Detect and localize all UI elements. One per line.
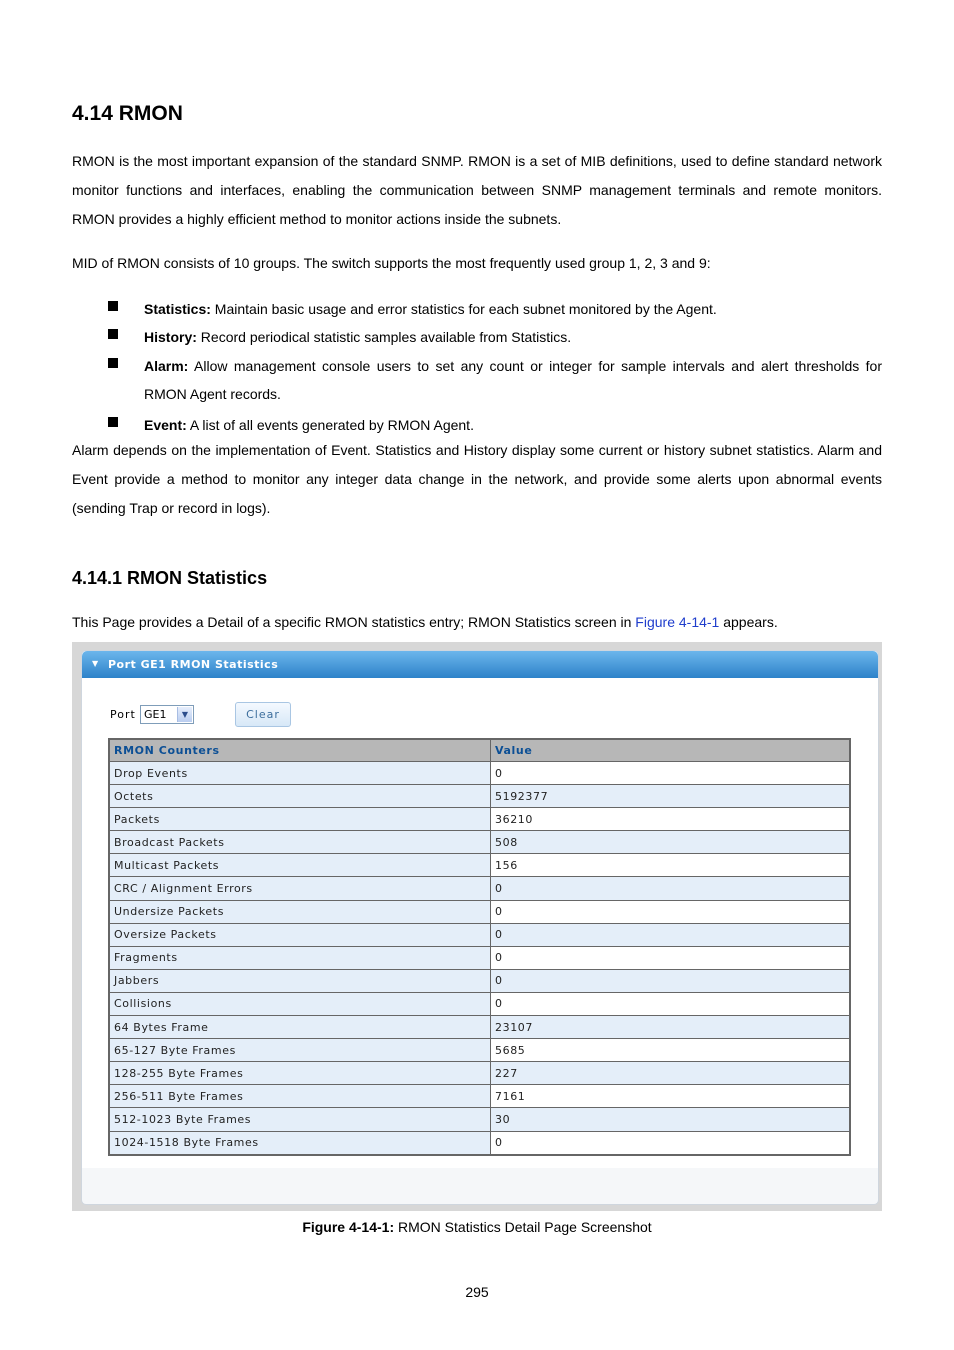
- table-row: [109, 762, 850, 785]
- counter-value-cell: 508: [491, 831, 851, 854]
- counter-value-cell: 5192377: [491, 785, 851, 808]
- bullet-term: History:: [144, 329, 197, 345]
- table-row: [109, 1108, 850, 1131]
- panel-header[interactable]: [82, 651, 878, 678]
- intro-text-end: appears.: [719, 614, 778, 630]
- bullet-text: Maintain basic usage and error statistics for each subnet monitored by the Agent.: [210, 301, 717, 317]
- table-row: [109, 946, 850, 969]
- table-row: [109, 900, 850, 923]
- page-number: 295: [465, 1284, 489, 1300]
- table-row: [109, 1016, 850, 1039]
- bullet-square-icon: [108, 301, 118, 311]
- collapse-caret-icon[interactable]: ▼: [92, 659, 99, 668]
- intro-text: This Page provides a Detail of a specific RMON statistics entry; RMON Statistics screen in: [72, 614, 636, 630]
- bullet-square-icon: [108, 329, 118, 339]
- counter-value-cell: 0: [491, 1131, 851, 1155]
- bullet-text: Allow management console users to set any count or integer for sample intervals and alert thresholds for RMON Agent records.: [144, 358, 882, 402]
- table-row: [109, 992, 850, 1015]
- counter-name-cell: Jabbers: [109, 969, 491, 992]
- counter-value-cell: 0: [491, 762, 851, 785]
- bullet-term: Statistics:: [144, 301, 211, 317]
- table-row: [109, 1085, 850, 1108]
- bullet-term: Event:: [144, 417, 187, 433]
- counter-value-cell: 5685: [491, 1039, 851, 1062]
- table-row: [109, 1062, 850, 1085]
- caption-label: Figure 4-14-1:: [302, 1219, 395, 1235]
- counter-name-cell: 65-127 Byte Frames: [109, 1039, 491, 1062]
- bullet-text: A list of all events generated by RMON Agent.: [186, 417, 474, 433]
- section-title: 4.14 RMON: [72, 102, 183, 125]
- counter-name-cell: CRC / Alignment Errors: [109, 877, 491, 900]
- counter-name-cell: Packets: [109, 808, 491, 831]
- subsection-intro: [72, 608, 882, 637]
- table-header-row: [109, 739, 850, 762]
- bullet-alarm: [72, 352, 882, 408]
- rmon-counters-table: [108, 738, 851, 1156]
- counter-value-cell: 36210: [491, 808, 851, 831]
- port-select[interactable]: [140, 705, 194, 724]
- bullet-square-icon: [108, 417, 118, 427]
- bullet-text: Record periodical statistic samples available from Statistics.: [196, 329, 572, 345]
- table-row: [109, 831, 850, 854]
- counter-name-cell: Fragments: [109, 946, 491, 969]
- counter-value-cell: 30: [491, 1108, 851, 1131]
- rmon-statistics-panel: [81, 650, 879, 1205]
- table-row: [109, 1039, 850, 1062]
- panel-body: [82, 678, 878, 1168]
- bullet-term: Alarm:: [144, 358, 189, 374]
- counter-value-cell: 227: [491, 1062, 851, 1085]
- port-label: Port: [110, 708, 136, 721]
- rmon-groups-list: [72, 295, 882, 439]
- counter-name-cell: Drop Events: [109, 762, 491, 785]
- figure-caption: [0, 1219, 954, 1235]
- counter-value-cell: 0: [491, 946, 851, 969]
- counter-name-cell: 1024-1518 Byte Frames: [109, 1131, 491, 1155]
- counter-value-cell: 156: [491, 854, 851, 877]
- table-row: [109, 877, 850, 900]
- bullet-history: [72, 323, 882, 351]
- table-row: [109, 808, 850, 831]
- caption-text: RMON Statistics Detail Page Screenshot: [394, 1219, 652, 1235]
- counter-name-cell: 256-511 Byte Frames: [109, 1085, 491, 1108]
- column-header-value: Value: [491, 739, 851, 762]
- counter-value-cell: 0: [491, 877, 851, 900]
- port-select-value: GE1: [144, 708, 167, 721]
- table-row: [109, 923, 850, 946]
- groups-paragraph: MID of RMON consists of 10 groups. The switch supports the most frequently used group 1, 2, 3 and 9:: [72, 255, 711, 271]
- counter-value-cell: 0: [491, 969, 851, 992]
- chevron-down-icon[interactable]: ▼: [177, 707, 192, 722]
- intro-paragraph: RMON is the most important expansion of the standard SNMP. RMON is a set of MIB definitions, used to define standard network monitor functions and interfaces, enabling the communication between SNMP management terminals and remote monitors. RMON provides a highly efficient method to monitor actions inside the subnets.: [72, 153, 882, 227]
- table-row: [109, 854, 850, 877]
- alarm-paragraph: Alarm depends on the implementation of Event. Statistics and History display some current or history subnet statistics. Alarm and Event provide a method to monitor any integer data change in the network, and provide some alerts upon abnormal events (sending Trap or record in logs).: [72, 442, 882, 516]
- counter-value-cell: 23107: [491, 1016, 851, 1039]
- counter-value-cell: 0: [491, 992, 851, 1015]
- table-row: [109, 785, 850, 808]
- counter-name-cell: Undersize Packets: [109, 900, 491, 923]
- column-header-counters: RMON Counters: [109, 739, 491, 762]
- table-row: [109, 1131, 850, 1155]
- counter-name-cell: 512-1023 Byte Frames: [109, 1108, 491, 1131]
- panel-title: Port GE1 RMON Statistics: [108, 658, 279, 671]
- subsection-title: 4.14.1 RMON Statistics: [72, 568, 268, 588]
- counter-name-cell: Collisions: [109, 992, 491, 1015]
- counter-name-cell: Broadcast Packets: [109, 831, 491, 854]
- counter-value-cell: 0: [491, 900, 851, 923]
- counter-name-cell: Multicast Packets: [109, 854, 491, 877]
- clear-button[interactable]: Clear: [235, 702, 291, 727]
- figure-link[interactable]: Figure 4-14-1: [635, 614, 720, 630]
- screenshot-figure: [72, 642, 882, 1211]
- counter-name-cell: Oversize Packets: [109, 923, 491, 946]
- counter-name-cell: 128-255 Byte Frames: [109, 1062, 491, 1085]
- bullet-square-icon: [108, 358, 118, 368]
- counter-value-cell: 7161: [491, 1085, 851, 1108]
- counter-value-cell: 0: [491, 923, 851, 946]
- bullet-statistics: [72, 295, 882, 323]
- counter-name-cell: 64 Bytes Frame: [109, 1016, 491, 1039]
- counter-name-cell: Octets: [109, 785, 491, 808]
- bullet-event: [72, 411, 882, 439]
- table-row: [109, 969, 850, 992]
